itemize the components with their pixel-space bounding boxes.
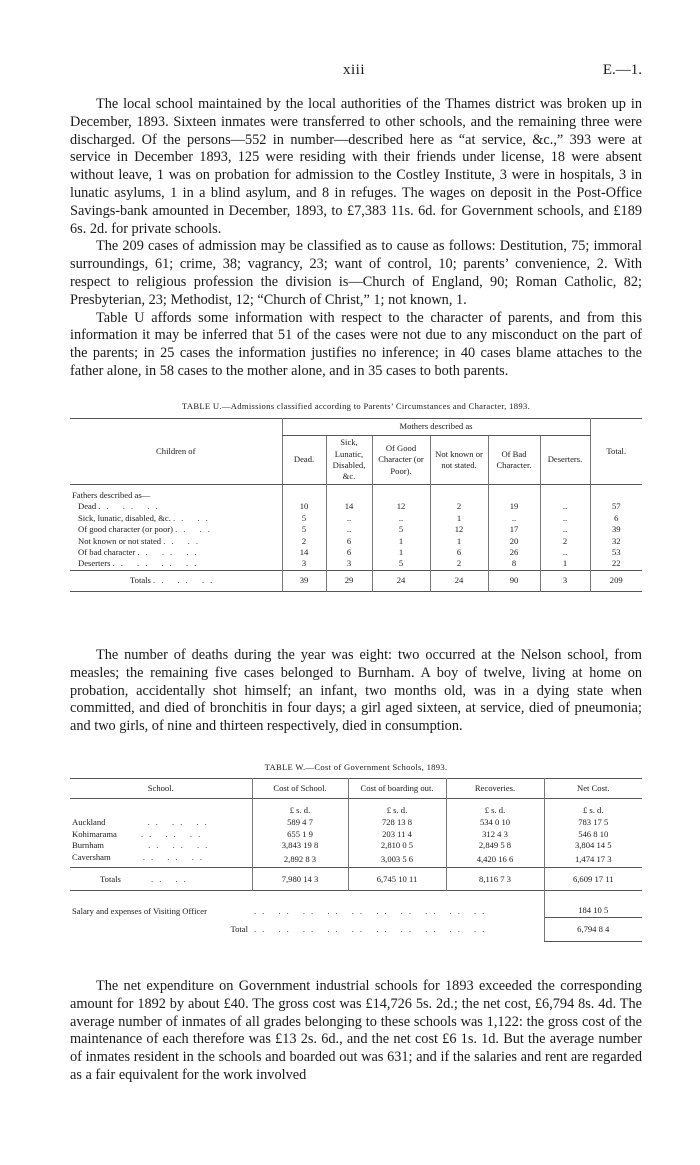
table-cell: 3,003 5 6 <box>348 852 446 868</box>
table-u-mothers-header: Mothers described as <box>282 419 590 436</box>
table-cell: 17 <box>488 524 540 535</box>
table-row: Dead .. .. .. 10 14 12 2 19 .. 57 <box>70 501 642 512</box>
row-label: Sick, lunatic, disabled, &c. <box>78 512 171 523</box>
table-cell: 57 <box>590 501 642 512</box>
table-u-col-sick: Sick, Lunatic, Disabled, &c. <box>326 436 372 485</box>
table-cell: 53 <box>590 547 642 558</box>
table-row: Sick, lunatic, disabled, &c. .. .. 5 .. .. 1 .. .. 6 <box>70 513 642 524</box>
table-cell: 24 <box>372 570 430 591</box>
table-cell: 3,804 14 5 <box>544 840 642 852</box>
table-row: Caversham .. .. .. 2,892 8 3 3,003 5 6 4,420 16 6 1,474 17 3 <box>70 852 642 868</box>
table-cell: 12 <box>430 524 488 535</box>
table-u-caption: TABLE U.—Admissions classified according to Parents’ Circumstances and Character, 1893. <box>181 401 531 411</box>
lsd-header: £ s. d. <box>252 799 348 818</box>
table-u-col-deserters: Deserters. <box>540 436 590 485</box>
table-cell: 3 <box>282 558 326 570</box>
table-cell: .. <box>540 524 590 535</box>
table-cell: 1 <box>540 558 590 570</box>
table-cell: 1 <box>372 536 430 547</box>
table-cell: 6,745 10 11 <box>348 868 446 891</box>
table-cell: 2 <box>430 558 488 570</box>
table-cell: .. <box>540 547 590 558</box>
table-cell: 14 <box>326 501 372 512</box>
table-cell: 2 <box>430 501 488 512</box>
table-u-fathers-heading: Fathers described as— <box>72 490 151 500</box>
table-cell: 10 <box>282 501 326 512</box>
salary-label: Salary and expenses of Visiting Officer <box>72 905 207 916</box>
table-cell: 3,843 19 8 <box>252 840 348 852</box>
table-cell: 6 <box>430 547 488 558</box>
table-w-totals-row: Totals .. .. 7,980 14 3 6,745 10 11 8,116 7 3 6,609 17 11 <box>70 868 642 891</box>
table-row: Not known or not stated .. .. 2 6 1 1 20 2 32 <box>70 536 642 547</box>
row-label: Of bad character <box>78 547 136 558</box>
table-row: Deserters .. .. .. .. 3 3 5 2 8 1 22 <box>70 558 642 570</box>
row-label: Of good character (or poor) <box>78 524 173 535</box>
table-cell: .. <box>326 524 372 535</box>
table-cell: 203 11 4 <box>348 829 446 841</box>
table-w-col-cost: Cost of School. <box>252 779 348 799</box>
table-u-col-dead: Dead. <box>282 436 326 485</box>
table-cell: 90 <box>488 570 540 591</box>
table-cell: 4,420 16 6 <box>446 852 544 868</box>
totals-label: Totals <box>100 873 121 884</box>
table-cell: 655 1 9 <box>252 829 348 841</box>
table-w-grand-total-row: Total .. .. .. .. .. .. .. .. .. .. 6,794 8 4 <box>70 917 642 941</box>
totals-label: Totals <box>130 575 151 586</box>
table-cell: 2 <box>540 536 590 547</box>
intro-paragraphs <box>70 96 642 381</box>
table-cell: 19 <box>488 501 540 512</box>
paragraph-thames-school: The local school maintained by the local authorities of the Thames district was broken up in December, 1893. Sixteen inmates were transferred to other schools, and the remaining three were discharged. Of the persons—552 in number—described here as “at service, &c.,” 393 were at service in December 1893, 125 were residing with their friends under license, 18 were absent without leave, 1 was on probation for admission to the Costley Institute, 3 were in hospitals, 3 in lunatic asylums, 1 in a blind asylum, and 8 in refuges. The wages on deposit in the Post-Office Savings-bank amounted in December, 1893, to £7,383 11s. 6d. for Government schools, and £189 6s. 2d. for private schools. <box>70 96 642 237</box>
table-cell: 39 <box>282 570 326 591</box>
table-row: Kohimarama .. .. .. 655 1 9 203 11 4 312 4 3 546 8 10 <box>70 829 642 841</box>
school-name: Caversham <box>72 851 111 862</box>
table-cell: 1 <box>372 547 430 558</box>
table-cell: 14 <box>282 547 326 558</box>
table-cell: 29 <box>326 570 372 591</box>
table-cell: 6 <box>326 547 372 558</box>
lsd-header: £ s. d. <box>446 799 544 818</box>
table-cell: 6 <box>326 536 372 547</box>
document-reference: E.—1. <box>602 62 642 78</box>
table-u-totals-row: Totals .. .. .. 39 29 24 24 90 3 209 <box>70 570 642 591</box>
table-cell: 1 <box>430 536 488 547</box>
row-label: Dead <box>78 501 97 512</box>
table-cell: 6 <box>590 513 642 524</box>
table-u-col-not-known: Not known or not stated. <box>430 436 488 485</box>
table-cell: 5 <box>372 558 430 570</box>
table-cell: 534 0 10 <box>446 817 544 829</box>
table-w-col-school: School. <box>147 782 174 793</box>
table-cell: .. <box>540 513 590 524</box>
table-cell: .. <box>540 501 590 512</box>
table-cell: 32 <box>590 536 642 547</box>
school-name: Auckland <box>72 817 106 827</box>
school-name: Kohimarama <box>72 828 117 839</box>
school-name: Burnham <box>72 840 104 851</box>
table-cell: 20 <box>488 536 540 547</box>
table-cell: 2,849 5 8 <box>446 840 544 852</box>
table-w-col-boarding: Cost of boarding out. <box>348 779 446 799</box>
page-number: xiii <box>343 62 366 78</box>
salary-value: 184 10 5 <box>544 891 642 918</box>
table-cell: 7,980 14 3 <box>252 868 348 891</box>
paragraph-table-u-intro: Table U affords some information with respect to the character of parents, and from this information it may be inferred that 51 of the cases were not due to any misconduct on the part of the parents; in 25 cases the information justifies no inference; in 40 cases blame attaches to the father alone, in 58 cases to the mother alone, and in 35 cases to both parents. <box>70 309 642 379</box>
table-cell: 5 <box>282 513 326 524</box>
table-cell: 26 <box>488 547 540 558</box>
table-w-col-recoveries: Recoveries. <box>446 779 544 799</box>
table-w-caption: TABLE W.—Cost of Government Schools, 1893. <box>264 762 448 772</box>
table-cell: 5 <box>372 524 430 535</box>
table-cell: 312 4 3 <box>446 829 544 841</box>
table-cell: 546 8 10 <box>544 829 642 841</box>
table-row: Burnham .. .. .. 3,843 19 8 2,810 0 5 2,849 5 8 3,804 14 5 <box>70 840 642 852</box>
table-cell: 12 <box>372 501 430 512</box>
table-cell: 2,810 0 5 <box>348 840 446 852</box>
table-u-total-header: Total. <box>590 419 642 485</box>
paragraph-deaths: The number of deaths during the year was eight: two occurred at the Nelson school, from measles; the remaining five cases belonged to Burnham. A boy of twelve, living at home on probation, accidentally shot himself; an infant, two months old, was in a dying state when committed, and died of bronchitis in four days; a girl aged sixteen, at service, died of pneumonia; and two girls, of nine and thirteen respectively, died in consumption. <box>70 647 642 735</box>
table-row: Of bad character .. .. .. 14 6 1 6 26 .. 53 <box>70 547 642 558</box>
table-w-salary-row: Salary and expenses of Visiting Officer .. .. .. .. .. .. .. .. .. .. 184 10 5 <box>70 891 642 918</box>
table-u-col-good: Of Good Character (or Poor). <box>372 436 430 485</box>
table-cell: 3 <box>540 570 590 591</box>
row-label: Deserters <box>78 558 111 569</box>
table-cell: 3 <box>326 558 372 570</box>
deaths-paragraph-block <box>70 647 642 736</box>
table-cell: 5 <box>282 524 326 535</box>
table-cell: 589 4 7 <box>252 817 348 829</box>
grand-total-label: Total <box>230 923 248 934</box>
table-u-col-bad: Of Bad Character. <box>488 436 540 485</box>
table-cell: 24 <box>430 570 488 591</box>
table-cell: .. <box>326 513 372 524</box>
table-cell: 728 13 8 <box>348 817 446 829</box>
paragraph-admission-causes: The 209 cases of admission may be classified as to cause as follows: Destitution, 75; immoral surroundings, 61; crime, 38; vagrancy, 23; want of control, 10; parents’ convenience, 2. With respect to religious profession the division is—Church of England, 90; Roman Catholic, 82; Presbyterian, 23; Methodist, 12; “Church of Christ,” 1; not known, 1. <box>70 238 642 308</box>
lsd-header: £ s. d. <box>348 799 446 818</box>
table-cell: 8 <box>488 558 540 570</box>
table-cell: 8,116 7 3 <box>446 868 544 891</box>
row-label: Not known or not stated <box>78 535 162 546</box>
table-cell: .. <box>372 513 430 524</box>
expenditure-paragraph-block <box>70 978 642 1085</box>
table-row: Auckland .. .. .. 589 4 7 728 13 8 534 0 10 783 17 5 <box>70 817 642 829</box>
table-u <box>70 418 642 592</box>
table-cell: 2,892 8 3 <box>252 852 348 868</box>
table-cell: 1 <box>430 513 488 524</box>
page-header <box>70 62 642 82</box>
table-w <box>70 778 642 942</box>
table-cell: 2 <box>282 536 326 547</box>
table-cell: 39 <box>590 524 642 535</box>
table-row: Of good character (or poor) .. .. 5 .. 5 12 17 .. 39 <box>70 524 642 535</box>
table-u-children-of: Children of <box>70 419 282 485</box>
table-cell: .. <box>488 513 540 524</box>
table-cell: 6,609 17 11 <box>544 868 642 891</box>
table-cell: 209 <box>590 570 642 591</box>
table-w-col-net: Net Cost. <box>544 779 642 799</box>
lsd-header: £ s. d. <box>544 799 642 818</box>
table-cell: 783 17 5 <box>544 817 642 829</box>
grand-total-value: 6,794 8 4 <box>544 917 642 941</box>
paragraph-net-expenditure: The net expenditure on Government industrial schools for 1893 exceeded the corresponding amount for 1892 by about £40. The gross cost was £14,726 5s. 2d.; the net cost, £6,794 8s. 4d. The average number of inmates of all grades belonging to these schools was 1,122: the gross cost of the maintenance of each therefore was £13 2s. 6d., and the net cost £6 1s. 1d. But the average number of inmates resident in the schools and boarded out was 631; and if the salaries and rent are regarded as a fair equivalent for the work involved <box>70 978 642 1083</box>
table-cell: 22 <box>590 558 642 570</box>
table-cell: 1,474 17 3 <box>544 852 642 868</box>
